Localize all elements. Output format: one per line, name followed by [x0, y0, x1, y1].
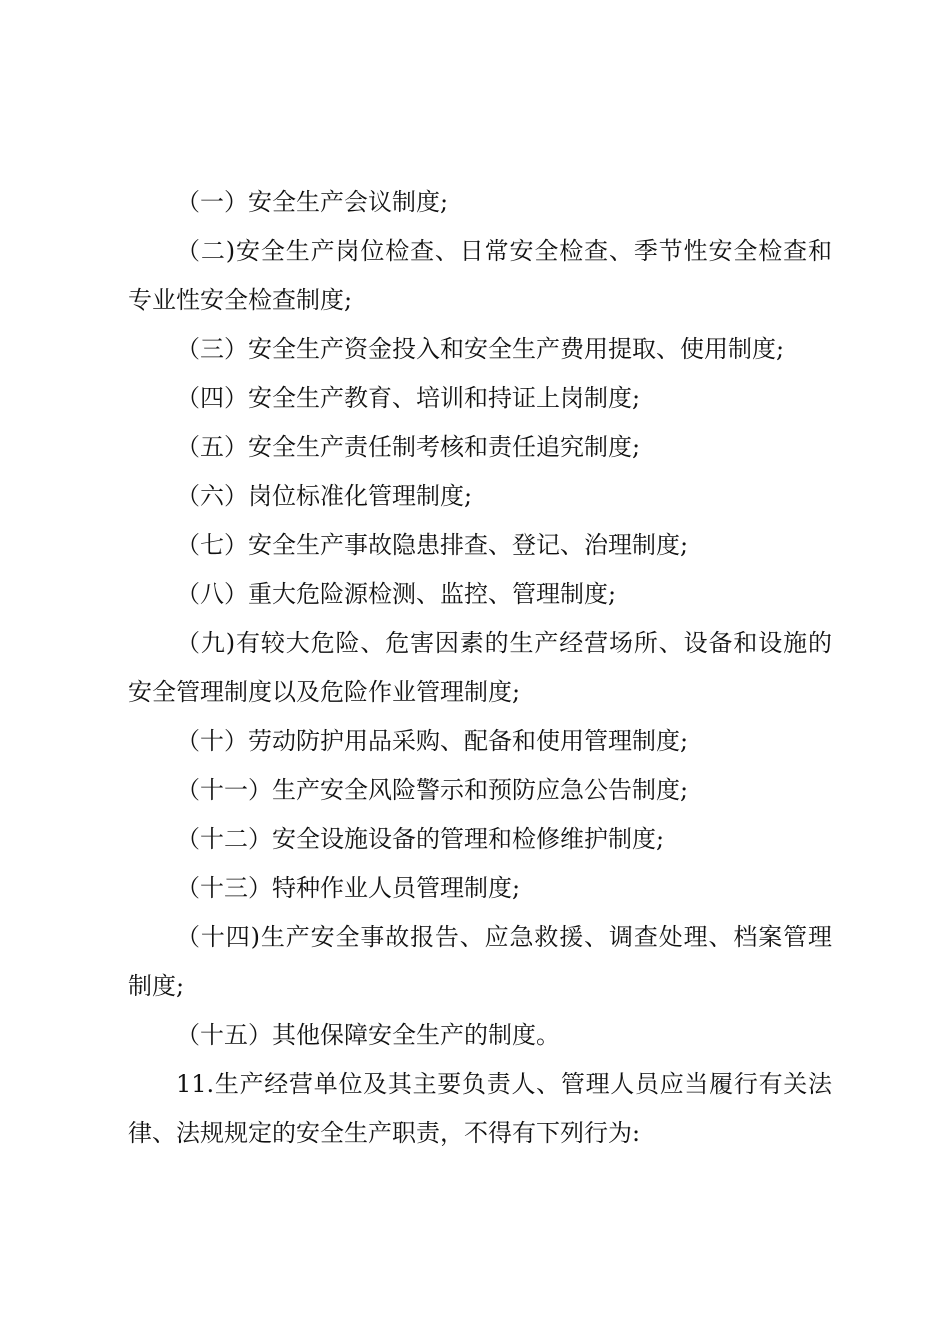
paragraph-item-1: （一）安全生产会议制度;: [176, 188, 449, 216]
paragraph-item-12: （十二）安全设施设备的管理和检修维护制度;: [176, 825, 665, 853]
paragraph-item-15: （十五）其他保障安全生产的制度。: [176, 1021, 560, 1049]
paragraph-item-3: （三）安全生产资金投入和安全生产费用提取、使用制度;: [176, 335, 785, 363]
paragraph-item-2: （二)安全生产岗位检查、日常安全检查、季节性安全检查和专业性安全检查制度;: [128, 237, 832, 314]
paragraph-item-11: （十一）生产安全风险警示和预防应急公告制度;: [176, 776, 689, 804]
paragraph-item-8: （八）重大危险源检测、监控、管理制度;: [176, 580, 617, 608]
paragraph-item-6: （六）岗位标准化管理制度;: [176, 482, 473, 510]
paragraph-item-9: （九)有较大危险、危害因素的生产经营场所、设备和设施的安全管理制度以及危险作业管理制度;: [128, 629, 832, 706]
paragraph-article-11: 11.生产经营单位及其主要负责人、管理人员应当履行有关法律、法规规定的安全生产职责，不得有下列行为:: [128, 1070, 832, 1147]
paragraph-item-13: （十三）特种作业人员管理制度;: [176, 874, 521, 902]
paragraph-item-10: （十）劳动防护用品采购、配备和使用管理制度;: [176, 727, 689, 755]
paragraph-item-5: （五）安全生产责任制考核和责任追究制度;: [176, 433, 641, 461]
paragraph-item-14: （十四)生产安全事故报告、应急救援、调查处理、档案管理制度;: [128, 923, 832, 1000]
paragraph-item-7: （七）安全生产事故隐患排查、登记、治理制度;: [176, 531, 689, 559]
paragraph-item-4: （四）安全生产教育、培训和持证上岗制度;: [176, 384, 641, 412]
document-body: [128, 178, 832, 1158]
